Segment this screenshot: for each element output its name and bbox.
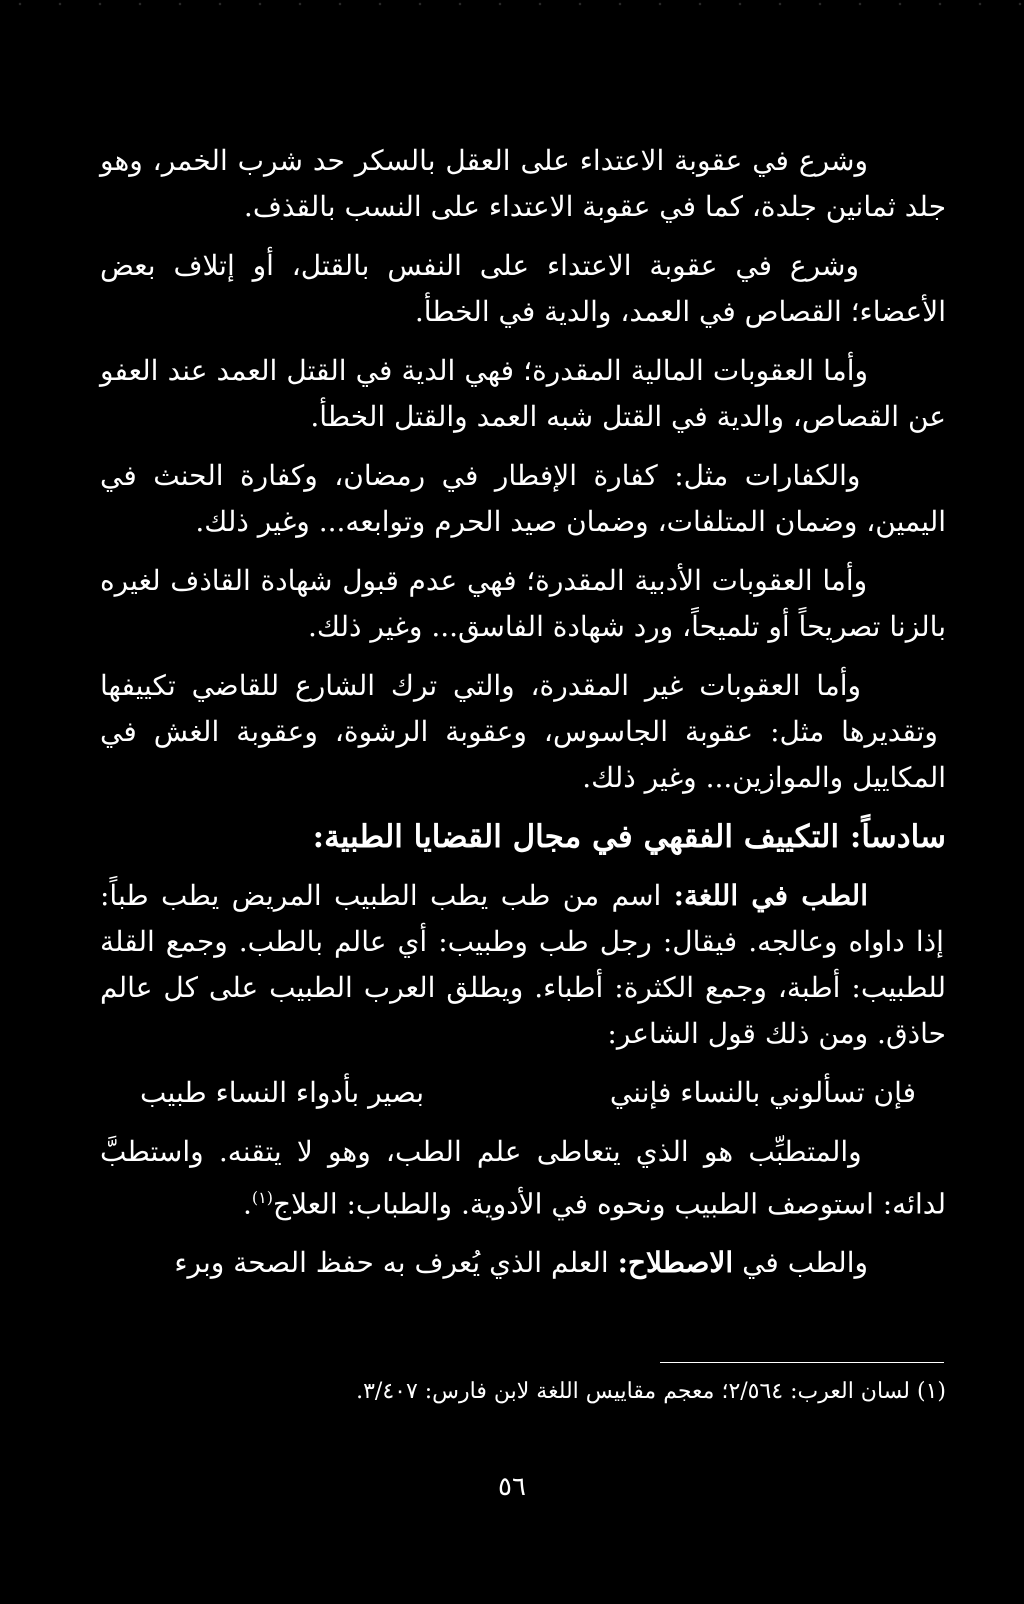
paragraph-line: وعالجه. فيقال: رجل طب وطبيب: أي عالم بالطب. وجمع القلة (100, 925, 838, 958)
paragraph-line: عالم حاذق. ومن ذلك قول الشاعر: (100, 971, 946, 1050)
paragraph-tibb-istilah (100, 1240, 946, 1286)
paragraph-line: وتقديرها مثل: عقوبة الجاسوس، وعقوبة الرشوة، وعقوبة الغش في (100, 715, 938, 748)
paragraph-tazir (100, 663, 946, 801)
verse-second-hemistich: بصير بأدواء النساء طبيب (140, 1076, 425, 1109)
paragraph-line: وشرع في عقوبة الاعتداء على النفس بالقتل، أو إتلاف بعض (100, 249, 860, 282)
paragraph-hudud (100, 138, 946, 230)
paragraph-mutatabbib (100, 1129, 946, 1227)
scan-edge-dots (0, 2, 1024, 6)
paragraph-line: وأما العقوبات الأدبية المقدرة؛ فهي عدم قبول شهادة القاذف لغيره (100, 564, 868, 597)
paragraph-financial (100, 348, 946, 440)
poetry-verse (140, 1070, 916, 1116)
paragraph-line: المكاييل والموازين... وغير ذلك. (582, 761, 946, 794)
paragraph-line: اليمين، وضمان المتلفات، وضمان صيد الحرم وتوابعه... وغير ذلك. (195, 505, 946, 538)
paragraph-qisas (100, 243, 946, 335)
page-number: ٥٦ (498, 1472, 526, 1502)
paragraph-line: والكفارات مثل: كفارة الإفطار في رمضان، وكفارة الحنث في (100, 459, 861, 492)
paragraph-tail: . (243, 1187, 252, 1221)
paragraph-line: وأما العقوبات المالية المقدرة؛ فهي الدية في القتل العمد عند (158, 354, 868, 387)
paragraph-kaffarat (100, 453, 946, 545)
paragraph-line: والمتطبِّب هو الذي يتعاطى علم الطب، وهو لا يتقنه. واستطبَّ (100, 1135, 862, 1168)
term-istilah: الاصطلاح: (617, 1246, 734, 1280)
paragraph-line: وأما العقوبات غير المقدرة، والتي ترك الشارع للقاضي تكييفها (100, 669, 862, 702)
footnote-marker[interactable]: (١) (251, 1188, 273, 1207)
paragraph-line: العلم الذي يُعرف به حفظ الصحة وبرء (174, 1246, 618, 1280)
paragraph-line: لدائه: استوصف الطبيب ونحوه في الأدوية. والطباب: العلاج (273, 1187, 946, 1221)
paragraph-tibb-lugha (100, 873, 946, 1057)
footnote-divider (660, 1362, 944, 1363)
paragraph-line: للطبيب: أطبة، وجمع الكثرة: أطباء. ويطلق العرب الطبيب على كل (152, 971, 946, 1004)
paragraph-moral (100, 558, 946, 650)
term-lugha: الطب في اللغة: (673, 879, 868, 912)
paragraph-line: الأعضاء؛ القصاص في العمد، والدية في الخطأ. (414, 295, 946, 328)
paragraph-line: وشرع في عقوبة الاعتداء على العقل بالسكر حد شرب الخمر، (142, 144, 868, 177)
main-text (100, 138, 946, 1299)
paragraph-line: العفو عن القصاص، والدية في القتل شبه العمد والقتل الخطأ. (100, 354, 946, 433)
term-lead: والطب في (733, 1246, 868, 1280)
paragraph-line: بالزنا تصريحاً أو تلميحاً، ورد شهادة الفاسق... وغير ذلك. (307, 610, 946, 643)
section-heading: سادساً: التكييف الفقهي في مجال القضايا الطبية: (312, 819, 946, 855)
footnote-text: (١) لسان العرب: ٢/٥٦٤؛ معجم مقاييس اللغة لابن فارس: ٣/٤٠٧. (356, 1379, 946, 1404)
verse-first-hemistich: فإن تسألوني بالنساء فإنني (609, 1076, 916, 1109)
paragraph-line: وهو جلد ثمانين جلدة، كما في عقوبة الاعتداء على النسب بالقذف. (100, 144, 946, 223)
paragraph-line: اسم من طب يطب الطبيب المريض يطب طباً: إذا داواه (100, 879, 944, 958)
